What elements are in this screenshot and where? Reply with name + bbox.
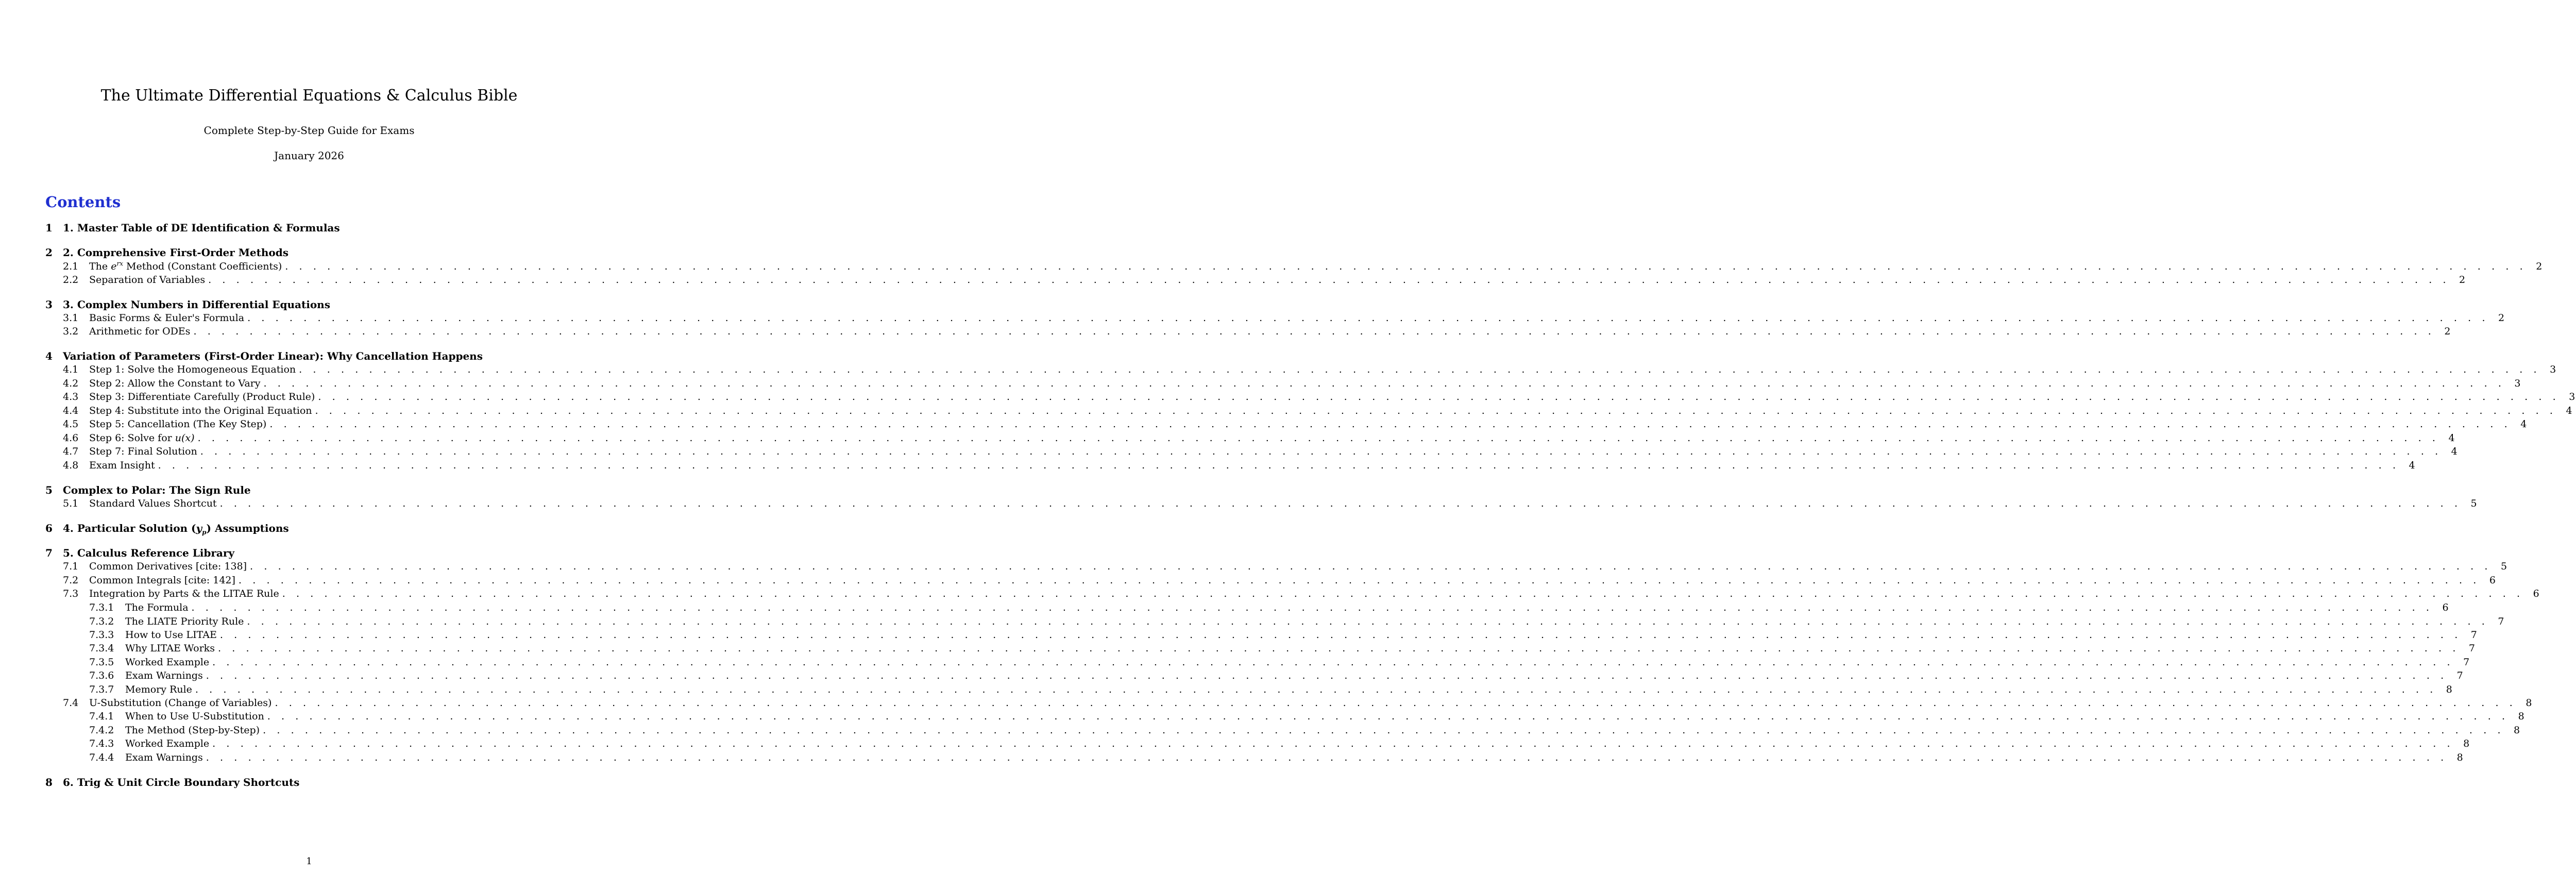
toc-title: U-Substitution (Change of Variables): [89, 697, 272, 709]
toc-page-number: 8: [2518, 711, 2524, 722]
toc-number: 7.3.1: [89, 602, 114, 613]
toc-title: When to Use U-Substitution: [125, 711, 264, 722]
toc-number: 2.1: [63, 261, 79, 272]
toc-leader-dots: . . . . . . . . . . . . . . . . . . . . . . . . . . . . . . . . . . . . . . . . . . . . . . . . . . . . . . . . . . . . . . . . . . . . . . . . . . . . . . . . . . . . . . . . . . . . . . . . . . . . . . . . . . . . . . . . . . . . . . . . . . . . . . . . . . . . . . . . . . . . . . . . . . . . . . . . . . . . . . . .: [219, 498, 2462, 509]
toc-number: 1: [45, 222, 53, 234]
toc-title: Complex to Polar: The Sign Rule: [63, 484, 251, 496]
toc-title: Step 7: Final Solution: [89, 446, 197, 457]
toc-leader-dots: . . . . . . . . . . . . . . . . . . . . . . . . . . . . . . . . . . . . . . . . . . . . . . . . . . . . . . . . . . . . . . . . . . . . . . . . . . . . . . . . . . . . . . . . . . . . . . . . . . . . . . . . . . . . . . . . . . . . . . . . . . . . . . . . . . . . . . . . . . . . . . . . . . . . . . . . . . . . . . . .: [238, 575, 2480, 586]
toc-leader-dots: . . . . . . . . . . . . . . . . . . . . . . . . . . . . . . . . . . . . . . . . . . . . . . . . . . . . . . . . . . . . . . . . . . . . . . . . . . . . . . . . . . . . . . . . . . . . . . . . . . . . . . . . . . . . . . . . . . . . . . . . . . . . . . . . . . . . . . . . . . . . . . . . . . . . . . . . . . . . . . . .: [195, 684, 2437, 695]
toc-leader-dots: . . . . . . . . . . . . . . . . . . . . . . . . . . . . . . . . . . . . . . . . . . . . . . . . . . . . . . . . . . . . . . . . . . . . . . . . . . . . . . . . . . . . . . . . . . . . . . . . . . . . . . . . . . . . . . . . . . . . . . . . . . . . . . . . . . . . . . . . . . . . . . . . . . . . . . . . . . . . . . . .: [250, 561, 2492, 572]
toc-title: Step 6: Solve for u(x): [89, 432, 195, 444]
toc-section[interactable]: [45, 349, 574, 363]
toc-subsubsection[interactable]: [45, 600, 2449, 615]
toc-subsection[interactable]: [45, 311, 2505, 325]
toc-title: Step 5: Cancellation (The Key Step): [89, 418, 267, 430]
toc-page-number: 4: [2448, 432, 2455, 444]
toc-title: The Formula: [125, 602, 189, 613]
page-number: 1: [306, 856, 312, 867]
toc-subsubsection[interactable]: [45, 682, 2452, 697]
toc-leader-dots: . . . . . . . . . . . . . . . . . . . . . . . . . . . . . . . . . . . . . . . . . . . . . . . . . . . . . . . . . . . . . . . . . . . . . . . . . . . . . . . . . . . . . . . . . . . . . . . . . . . . . . . . . . . . . . . . . . . . . . . . . . . . . . . . . . . . . . . . . . . . . . . . . . . . . . . . . . . . . . . .: [315, 405, 2557, 416]
toc-leader-dots: . . . . . . . . . . . . . . . . . . . . . . . . . . . . . . . . . . . . . . . . . . . . . . . . . . . . . . . . . . . . . . . . . . . . . . . . . . . . . . . . . . . . . . . . . . . . . . . . . . . . . . . . . . . . . . . . . . . . . . . . . . . . . . . . . . . . . . . . . . . . . . . . . . . . . . . . . . . . . . . .: [285, 261, 2527, 272]
toc-title: Step 3: Differentiate Carefully (Product Rule): [89, 391, 315, 402]
toc-page-number: 8: [2446, 684, 2452, 695]
toc-leader-dots: . . . . . . . . . . . . . . . . . . . . . . . . . . . . . . . . . . . . . . . . . . . . . . . . . . . . . . . . . . . . . . . . . . . . . . . . . . . . . . . . . . . . . . . . . . . . . . . . . . . . . . . . . . . . . . . . . . . . . . . . . . . . . . . . . . . . . . . . . . . . . . . . . . . . . . . . . . . . . . . .: [263, 725, 2505, 736]
toc-title: Separation of Variables: [89, 274, 206, 285]
toc-page-number: 4: [2566, 405, 2572, 416]
toc-number: 4.1: [63, 364, 79, 375]
toc-section[interactable]: [45, 245, 574, 260]
toc-leader-dots: . . . . . . . . . . . . . . . . . . . . . . . . . . . . . . . . . . . . . . . . . . . . . . . . . . . . . . . . . . . . . . . . . . . . . . . . . . . . . . . . . . . . . . . . . . . . . . . . . . . . . . . . . . . . . . . . . . . . . . . . . . . . . . . . . . . . . . . . . . . . . . . . . . . . . . . . . . . . . . . .: [217, 643, 2460, 654]
toc-subsection[interactable]: [45, 390, 2575, 404]
toc-section[interactable]: [45, 521, 574, 535]
toc-subsection[interactable]: [45, 559, 2507, 574]
toc-leader-dots: . . . . . . . . . . . . . . . . . . . . . . . . . . . . . . . . . . . . . . . . . . . . . . . . . . . . . . . . . . . . . . . . . . . . . . . . . . . . . . . . . . . . . . . . . . . . . . . . . . . . . . . . . . . . . . . . . . . . . . . . . . . . . . . . . . . . . . . . . . . . . . . . . . . . . . . . . . . . . . . .: [299, 364, 2541, 375]
toc-subsection[interactable]: [45, 404, 2572, 418]
toc-page-number: 7: [2498, 616, 2504, 627]
toc-section[interactable]: [45, 546, 574, 560]
document-title: The Ultimate Differential Equations & Calculus Bible: [100, 87, 518, 105]
toc-title: Exam Insight: [89, 460, 155, 471]
toc-page-number: 2: [2444, 326, 2451, 337]
toc-number: 2: [45, 246, 53, 259]
toc-title: Worked Example: [125, 738, 210, 749]
toc-subsubsection[interactable]: [45, 668, 2463, 683]
toc-title: Basic Forms & Euler's Formula: [89, 312, 245, 324]
toc-page-number: 4: [2409, 460, 2415, 471]
toc-number: 4.2: [63, 378, 79, 389]
toc-subsubsection[interactable]: [45, 709, 2524, 724]
toc-number: 7.4: [63, 697, 79, 709]
toc-page-number: 7: [2456, 670, 2463, 681]
toc-subsubsection[interactable]: [45, 736, 2470, 751]
toc-subsection[interactable]: [45, 324, 2451, 339]
toc-title: Arithmetic for ODEs: [89, 326, 191, 337]
toc-number: 7.4.3: [89, 738, 114, 749]
toc-subsection[interactable]: [45, 259, 2543, 274]
toc-leader-dots: . . . . . . . . . . . . . . . . . . . . . . . . . . . . . . . . . . . . . . . . . . . . . . . . . . . . . . . . . . . . . . . . . . . . . . . . . . . . . . . . . . . . . . . . . . . . . . . . . . . . . . . . . . . . . . . . . . . . . . . . . . . . . . . . . . . . . . . . . . . . . . . . . . . . . . . . . . . . . . . .: [193, 326, 2435, 337]
toc-page-number: 8: [2514, 725, 2520, 736]
toc-subsection[interactable]: [45, 273, 2466, 287]
toc-number: 4.7: [63, 446, 79, 457]
toc-number: 7.3.6: [89, 670, 114, 681]
toc-leader-dots: . . . . . . . . . . . . . . . . . . . . . . . . . . . . . . . . . . . . . . . . . . . . . . . . . . . . . . . . . . . . . . . . . . . . . . . . . . . . . . . . . . . . . . . . . . . . . . . . . . . . . . . . . . . . . . . . . . . . . . . . . . . . . . . . . . . . . . . . . . . . . . . . . . . . . . . . . . . . . . . .: [212, 738, 2454, 749]
toc-subsubsection[interactable]: [45, 750, 2463, 765]
toc-number: 7.3.7: [89, 684, 114, 695]
toc-number: 5: [45, 484, 53, 496]
toc-leader-dots: . . . . . . . . . . . . . . . . . . . . . . . . . . . . . . . . . . . . . . . . . . . . . . . . . . . . . . . . . . . . . . . . . . . . . . . . . . . . . . . . . . . . . . . . . . . . . . . . . . . . . . . . . . . . . . . . . . . . . . . . . . . . . . . . . . . . . . . . . . . . . . . . . . . . . . . . . . . . . . . .: [206, 752, 2448, 763]
toc-leader-dots: . . . . . . . . . . . . . . . . . . . . . . . . . . . . . . . . . . . . . . . . . . . . . . . . . . . . . . . . . . . . . . . . . . . . . . . . . . . . . . . . . . . . . . . . . . . . . . . . . . . . . . . . . . . . . . . . . . . . . . . . . . . . . . . . . . . . . . . . . . . . . . . . . . . . . . . . . . . . . . . .: [208, 274, 2450, 285]
toc-number: 4: [45, 350, 53, 362]
toc-title: Integration by Parts & the LITAE Rule: [89, 588, 279, 599]
toc-page-number: 8: [2456, 752, 2463, 763]
toc-title: Step 2: Allow the Constant to Vary: [89, 378, 261, 389]
toc-page-number: 7: [2463, 657, 2470, 668]
toc-subsubsection[interactable]: [45, 614, 2504, 629]
toc-leader-dots: . . . . . . . . . . . . . . . . . . . . . . . . . . . . . . . . . . . . . . . . . . . . . . . . . . . . . . . . . . . . . . . . . . . . . . . . . . . . . . . . . . . . . . . . . . . . . . . . . . . . . . . . . . . . . . . . . . . . . . . . . . . . . . . . . . . . . . . . . . . . . . . . . . . . . . . . . . . . . . . .: [247, 616, 2489, 627]
toc-title: Exam Warnings: [125, 670, 203, 681]
toc-number: 3: [45, 298, 53, 311]
toc-title: Variation of Parameters (First-Order Linear): Why Cancellation Happens: [63, 350, 483, 362]
toc-page-number: 7: [2470, 629, 2477, 641]
toc-leader-dots: . . . . . . . . . . . . . . . . . . . . . . . . . . . . . . . . . . . . . . . . . . . . . . . . . . . . . . . . . . . . . . . . . . . . . . . . . . . . . . . . . . . . . . . . . . . . . . . . . . . . . . . . . . . . . . . . . . . . . . . . . . . . . . . . . . . . . . . . . . . . . . . . . . . . . . . . . . . . . . . .: [267, 711, 2509, 722]
toc-leader-dots: . . . . . . . . . . . . . . . . . . . . . . . . . . . . . . . . . . . . . . . . . . . . . . . . . . . . . . . . . . . . . . . . . . . . . . . . . . . . . . . . . . . . . . . . . . . . . . . . . . . . . . . . . . . . . . . . . . . . . . . . . . . . . . . . . . . . . . . . . . . . . . . . . . . . . . . . . . . . . . . .: [247, 312, 2489, 324]
toc-page-number: 4: [2520, 418, 2527, 430]
toc-leader-dots: . . . . . . . . . . . . . . . . . . . . . . . . . . . . . . . . . . . . . . . . . . . . . . . . . . . . . . . . . . . . . . . . . . . . . . . . . . . . . . . . . . . . . . . . . . . . . . . . . . . . . . . . . . . . . . . . . . . . . . . . . . . . . . . . . . . . . . . . . . . . . . . . . . . . . . . . . . . . . . . .: [197, 432, 2439, 444]
toc-title: Exam Warnings: [125, 752, 203, 763]
document-date: January 2026: [274, 149, 344, 162]
toc-leader-dots: . . . . . . . . . . . . . . . . . . . . . . . . . . . . . . . . . . . . . . . . . . . . . . . . . . . . . . . . . . . . . . . . . . . . . . . . . . . . . . . . . . . . . . . . . . . . . . . . . . . . . . . . . . . . . . . . . . . . . . . . . . . . . . . . . . . . . . . . . . . . . . . . . . . . . . . . . . . . . . . .: [282, 588, 2524, 599]
toc-page-number: 8: [2463, 738, 2470, 749]
toc-page-number: 4: [2451, 446, 2458, 457]
toc-page-number: 5: [2500, 561, 2507, 572]
toc-title: Common Integrals [cite: 142]: [89, 575, 235, 586]
toc-page-number: 2: [2536, 261, 2543, 272]
toc-title: Step 4: Substitute into the Original Equation: [89, 405, 312, 416]
toc-title: 2. Comprehensive First-Order Methods: [63, 246, 289, 259]
toc-number: 4.4: [63, 405, 79, 416]
toc-page-number: 5: [2470, 498, 2477, 509]
toc-number: 7: [45, 547, 53, 559]
toc-subsection[interactable]: [45, 431, 2455, 445]
toc-subsection[interactable]: [45, 573, 2496, 587]
toc-subsection[interactable]: [45, 444, 2458, 459]
toc-page-number: 3: [2550, 364, 2556, 375]
toc-title: Standard Values Shortcut: [89, 498, 217, 509]
toc-subsection[interactable]: [45, 417, 2527, 431]
toc-title: 6. Trig & Unit Circle Boundary Shortcuts: [63, 776, 300, 788]
toc-number: 4.5: [63, 418, 79, 430]
toc-number: 4.6: [63, 432, 79, 444]
toc-subsubsection[interactable]: [45, 655, 2470, 669]
toc-title: 5. Calculus Reference Library: [63, 547, 235, 559]
toc-number: 8: [45, 776, 53, 788]
toc-title: 3. Complex Numbers in Differential Equations: [63, 298, 330, 311]
toc-number: 7.2: [63, 575, 79, 586]
toc-number: 3.1: [63, 312, 79, 324]
toc-number: 7.3.3: [89, 629, 114, 641]
toc-leader-dots: . . . . . . . . . . . . . . . . . . . . . . . . . . . . . . . . . . . . . . . . . . . . . . . . . . . . . . . . . . . . . . . . . . . . . . . . . . . . . . . . . . . . . . . . . . . . . . . . . . . . . . . . . . . . . . . . . . . . . . . . . . . . . . . . . . . . . . . . . . . . . . . . . . . . . . . . . . . . . . . .: [191, 602, 2433, 613]
toc-subsection[interactable]: [45, 362, 2556, 377]
toc-title: Memory Rule: [125, 684, 192, 695]
toc-page-number: 2: [2459, 274, 2466, 285]
toc-number: 7.4.4: [89, 752, 114, 763]
toc-leader-dots: . . . . . . . . . . . . . . . . . . . . . . . . . . . . . . . . . . . . . . . . . . . . . . . . . . . . . . . . . . . . . . . . . . . . . . . . . . . . . . . . . . . . . . . . . . . . . . . . . . . . . . . . . . . . . . . . . . . . . . . . . . . . . . . . . . . . . . . . . . . . . . . . . . . . . . . . . . . . . . . .: [318, 391, 2560, 402]
toc-number: 4.3: [63, 391, 79, 402]
toc-subsection[interactable]: [45, 696, 2532, 710]
toc-subsubsection[interactable]: [45, 723, 2520, 737]
toc-title: The $e^{rx}$ Method (Constant Coefficients): [89, 260, 282, 272]
toc-leader-dots: . . . . . . . . . . . . . . . . . . . . . . . . . . . . . . . . . . . . . . . . . . . . . . . . . . . . . . . . . . . . . . . . . . . . . . . . . . . . . . . . . . . . . . . . . . . . . . . . . . . . . . . . . . . . . . . . . . . . . . . . . . . . . . . . . . . . . . . . . . . . . . . . . . . . . . . . . . . . . . . .: [275, 697, 2517, 709]
toc-leader-dots: . . . . . . . . . . . . . . . . . . . . . . . . . . . . . . . . . . . . . . . . . . . . . . . . . . . . . . . . . . . . . . . . . . . . . . . . . . . . . . . . . . . . . . . . . . . . . . . . . . . . . . . . . . . . . . . . . . . . . . . . . . . . . . . . . . . . . . . . . . . . . . . . . . . . . . . . . . . . . . . .: [206, 670, 2448, 681]
toc-section[interactable]: [45, 221, 574, 235]
toc-number: 7.3.5: [89, 657, 114, 668]
toc-page-number: 6: [2442, 602, 2449, 613]
toc-number: 2.2: [63, 274, 79, 285]
toc-subsection[interactable]: [45, 458, 2415, 473]
toc-leader-dots: . . . . . . . . . . . . . . . . . . . . . . . . . . . . . . . . . . . . . . . . . . . . . . . . . . . . . . . . . . . . . . . . . . . . . . . . . . . . . . . . . . . . . . . . . . . . . . . . . . . . . . . . . . . . . . . . . . . . . . . . . . . . . . . . . . . . . . . . . . . . . . . . . . . . . . . . . . . . . . . .: [263, 378, 2505, 389]
toc-number: 7.3.4: [89, 643, 114, 654]
toc-number: 5.1: [63, 498, 79, 509]
toc-page-number: 6: [2533, 588, 2539, 599]
toc-subsection[interactable]: [45, 586, 2539, 601]
toc-leader-dots: . . . . . . . . . . . . . . . . . . . . . . . . . . . . . . . . . . . . . . . . . . . . . . . . . . . . . . . . . . . . . . . . . . . . . . . . . . . . . . . . . . . . . . . . . . . . . . . . . . . . . . . . . . . . . . . . . . . . . . . . . . . . . . . . . . . . . . . . . . . . . . . . . . . . . . . . . . . . . . . .: [158, 460, 2400, 471]
toc-number: 7.1: [63, 561, 79, 572]
toc-title: The LIATE Priority Rule: [125, 616, 244, 627]
toc-page-number: 2: [2498, 312, 2505, 324]
toc-title: Step 1: Solve the Homogeneous Equation: [89, 364, 296, 375]
toc-number: 7.3.2: [89, 616, 114, 627]
toc-page-number: 3: [2569, 391, 2575, 402]
document-subtitle: Complete Step-by-Step Guide for Exams: [204, 124, 415, 137]
toc-section[interactable]: [45, 775, 574, 789]
toc-subsubsection[interactable]: [45, 628, 2477, 642]
toc-title: The Method (Step-by-Step): [125, 725, 260, 736]
toc-title: How to Use LITAE: [125, 629, 217, 641]
toc-title: Why LITAE Works: [125, 643, 215, 654]
toc-number: 7.4.1: [89, 711, 114, 722]
toc-number: 7.3: [63, 588, 79, 599]
toc-leader-dots: . . . . . . . . . . . . . . . . . . . . . . . . . . . . . . . . . . . . . . . . . . . . . . . . . . . . . . . . . . . . . . . . . . . . . . . . . . . . . . . . . . . . . . . . . . . . . . . . . . . . . . . . . . . . . . . . . . . . . . . . . . . . . . . . . . . . . . . . . . . . . . . . . . . . . . . . . . . . . . . .: [269, 418, 2512, 430]
toc-number: 6: [45, 522, 53, 534]
toc-title: 4. Particular Solution $(y_p)$ Assumptions: [63, 522, 289, 536]
toc-title: 1. Master Table of DE Identification & Formulas: [63, 222, 340, 234]
toc-section[interactable]: [45, 483, 574, 497]
toc-number: 3.2: [63, 326, 79, 337]
toc-subsection[interactable]: [45, 376, 2521, 391]
toc-subsection[interactable]: [45, 496, 2477, 511]
toc-leader-dots: . . . . . . . . . . . . . . . . . . . . . . . . . . . . . . . . . . . . . . . . . . . . . . . . . . . . . . . . . . . . . . . . . . . . . . . . . . . . . . . . . . . . . . . . . . . . . . . . . . . . . . . . . . . . . . . . . . . . . . . . . . . . . . . . . . . . . . . . . . . . . . . . . . . . . . . . . . . . . . . .: [219, 629, 2462, 641]
toc-page-number: 3: [2514, 378, 2521, 389]
toc-title: Worked Example: [125, 657, 210, 668]
toc-subsubsection[interactable]: [45, 641, 2475, 656]
toc-leader-dots: . . . . . . . . . . . . . . . . . . . . . . . . . . . . . . . . . . . . . . . . . . . . . . . . . . . . . . . . . . . . . . . . . . . . . . . . . . . . . . . . . . . . . . . . . . . . . . . . . . . . . . . . . . . . . . . . . . . . . . . . . . . . . . . . . . . . . . . . . . . . . . . . . . . . . . . . . . . . . . . .: [200, 446, 2442, 457]
toc-page-number: 7: [2468, 643, 2475, 654]
toc-title: Common Derivatives [cite: 138]: [89, 561, 247, 572]
toc-leader-dots: . . . . . . . . . . . . . . . . . . . . . . . . . . . . . . . . . . . . . . . . . . . . . . . . . . . . . . . . . . . . . . . . . . . . . . . . . . . . . . . . . . . . . . . . . . . . . . . . . . . . . . . . . . . . . . . . . . . . . . . . . . . . . . . . . . . . . . . . . . . . . . . . . . . . . . . . . . . . . . . .: [212, 657, 2454, 668]
toc-section[interactable]: [45, 297, 574, 312]
toc-number: 7.4.2: [89, 725, 114, 736]
toc-page-number: 6: [2489, 575, 2496, 586]
toc-number: 4.8: [63, 460, 79, 471]
toc-page-number: 8: [2526, 697, 2532, 709]
contents-heading: Contents: [45, 193, 121, 211]
